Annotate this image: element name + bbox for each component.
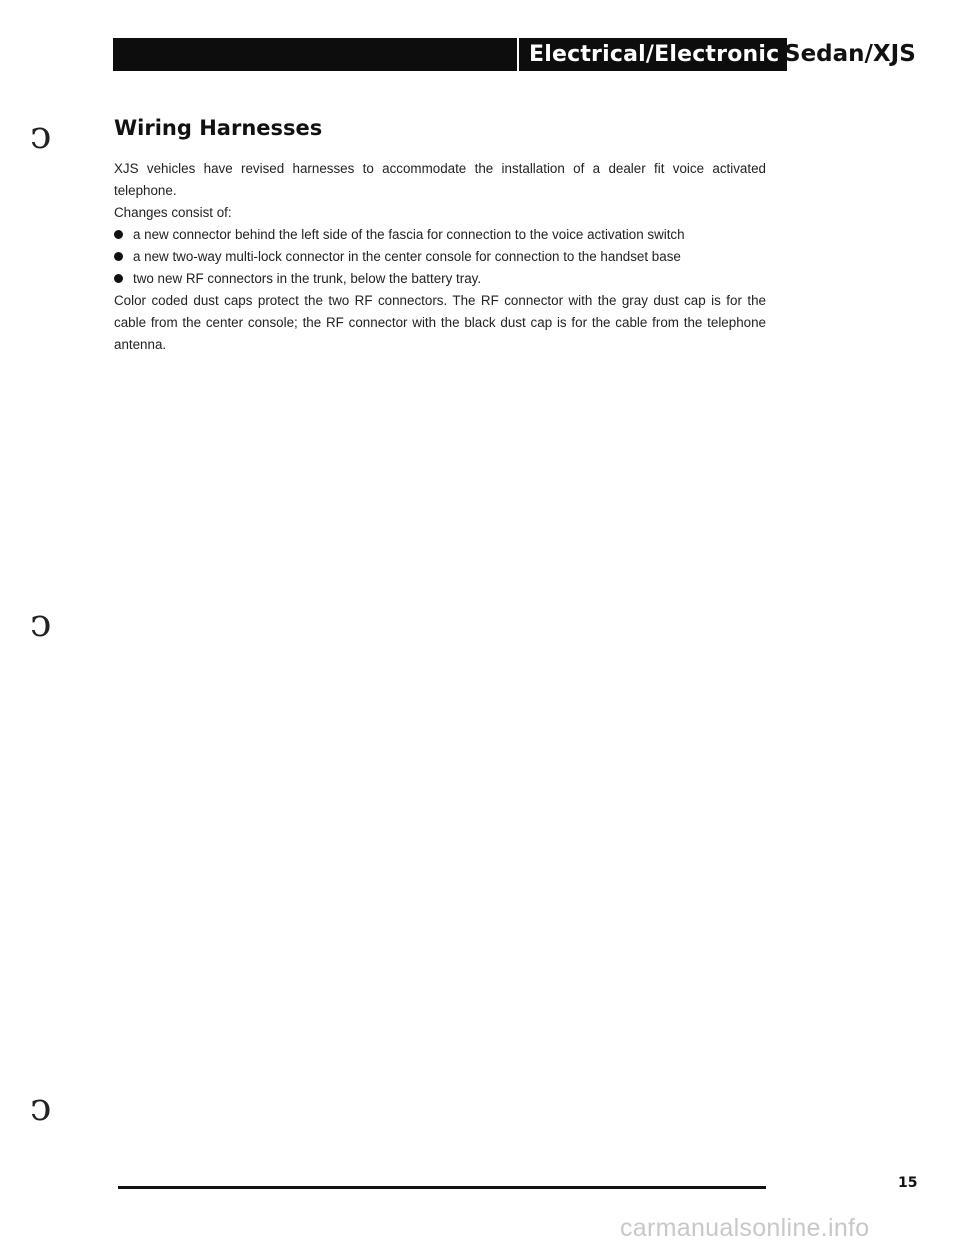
binding-hole-mark: ↄ [30, 1085, 52, 1129]
changes-heading: Changes consist of: [114, 205, 232, 220]
page-number: 15 [898, 1175, 918, 1191]
model-title: Sedan/XJS [784, 41, 916, 67]
list-item-text: two new RF connectors in the trunk, below the battery tray. [133, 271, 482, 286]
body-text [114, 158, 766, 356]
bullet-icon [114, 252, 123, 261]
closing-paragraph: Color coded dust caps protect the two RF connectors. The RF connector with the gray dust cap is for the cable from the center console; the RF connector with the black dust cap is for the cable from the telephone antenna. [114, 293, 766, 352]
bullet-icon [114, 230, 123, 239]
binding-hole-mark: ↄ [30, 113, 52, 157]
binding-hole-mark: ↄ [30, 601, 52, 645]
intro-paragraph: XJS vehicles have revised harnesses to accommodate the installation of a dealer fit voice activated telephone. [114, 161, 766, 198]
changes-list [114, 224, 766, 290]
section-title: Electrical/Electronic [517, 38, 787, 71]
list-item [114, 246, 766, 268]
bullet-icon [114, 274, 123, 283]
page-title: Wiring Harnesses [114, 116, 323, 140]
footer-rule [118, 1186, 766, 1189]
list-item-text: a new two-way multi-lock connector in the center console for connection to the handset base [133, 249, 681, 264]
list-item-text: a new connector behind the left side of the fascia for connection to the voice activation switch [133, 227, 685, 242]
list-item [114, 224, 766, 246]
watermark[interactable]: carmanualsonline.info [620, 1214, 870, 1242]
list-item [114, 268, 766, 290]
